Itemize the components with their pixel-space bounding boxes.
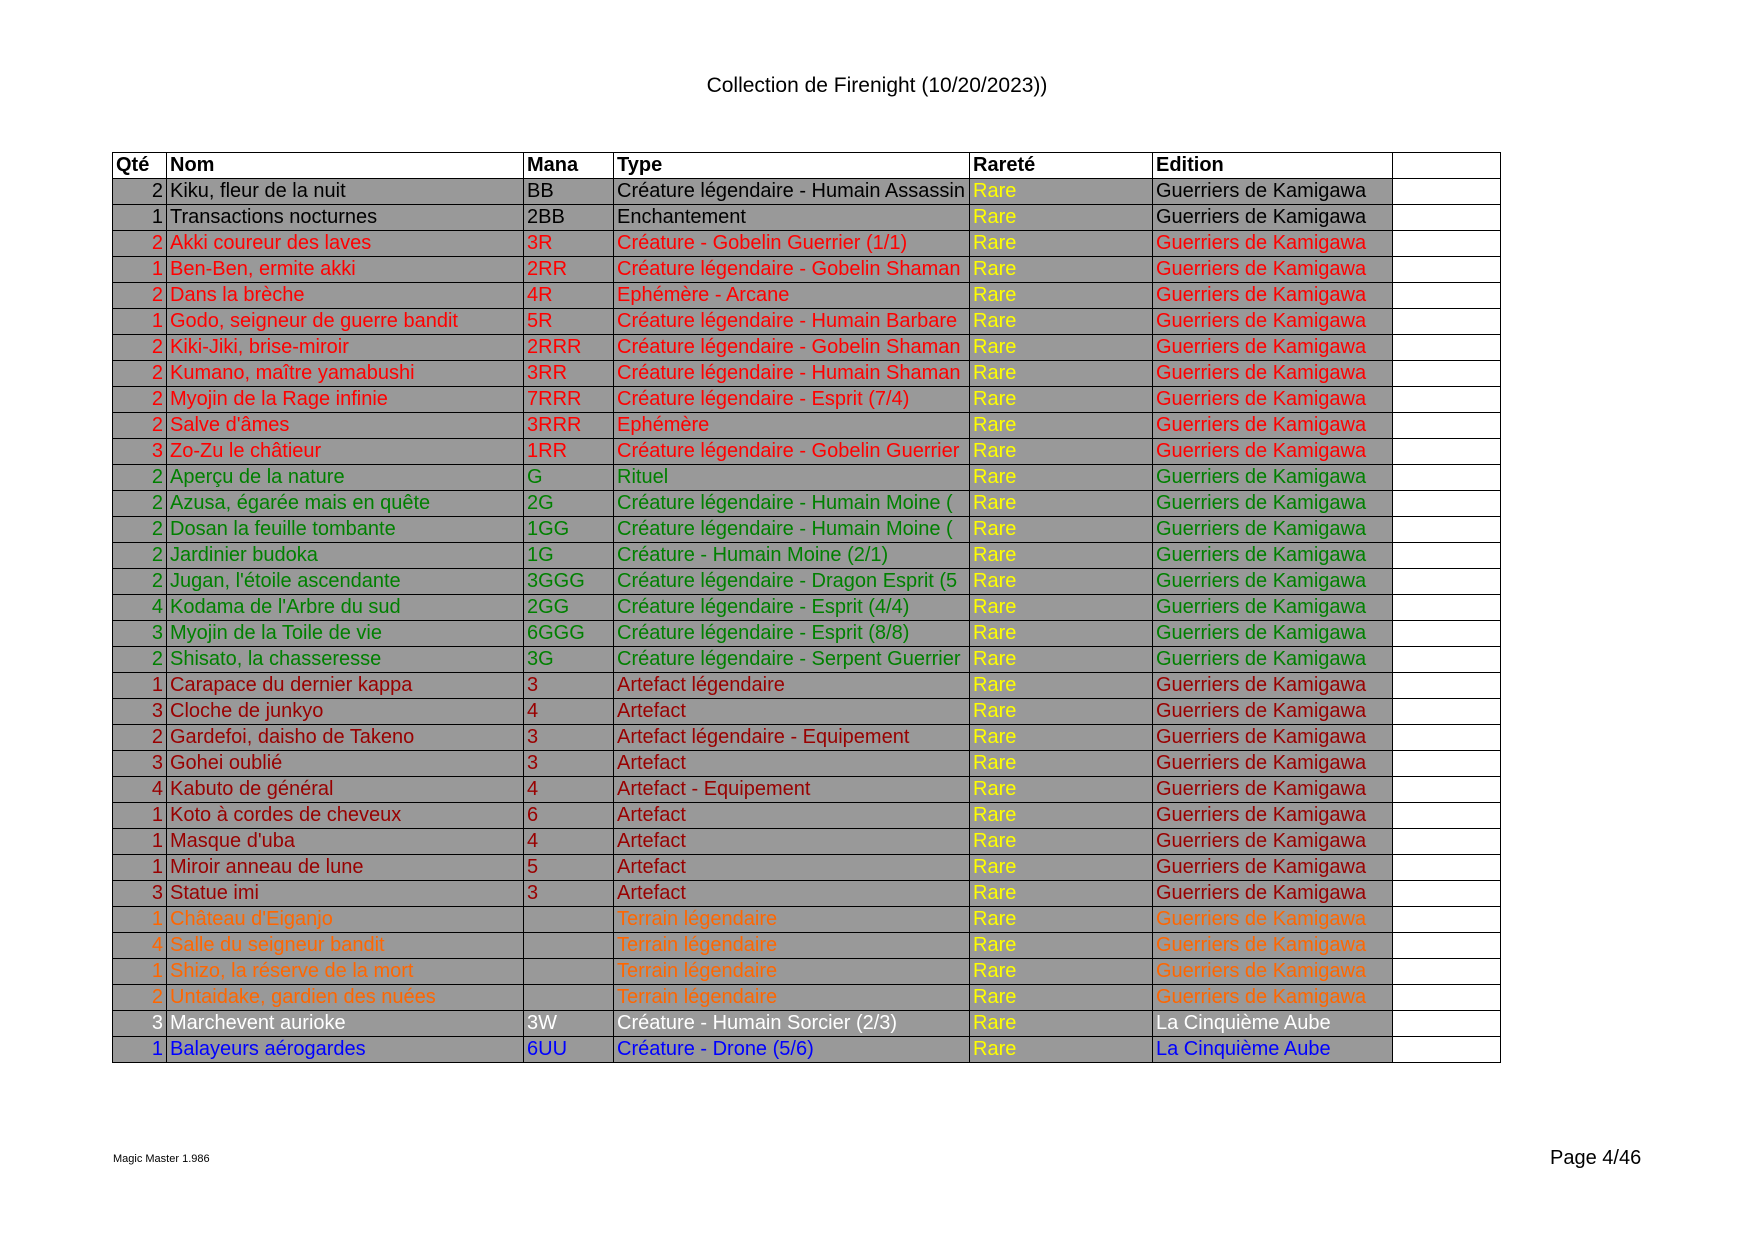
cell-nom: Azusa, égarée mais en quête [167,491,524,517]
table-row [113,179,1501,205]
header-qte: Qté [113,153,167,179]
cell-edition: Guerriers de Kamigawa [1153,257,1393,283]
cell-edition: Guerriers de Kamigawa [1153,569,1393,595]
cell-rarete: Rare [970,751,1153,777]
cell-nom: Aperçu de la nature [167,465,524,491]
table-row [113,985,1501,1011]
cell-type: Créature légendaire - Esprit (4/4) [614,595,970,621]
software-version: Magic Master 1.986 [113,1153,210,1165]
cell-rarete: Rare [970,309,1153,335]
table-row [113,231,1501,257]
cell-type: Créature légendaire - Gobelin Shaman [614,335,970,361]
cell-mana [524,907,614,933]
cell-type: Créature légendaire - Humain Moine ( [614,517,970,543]
cell-rarete: Rare [970,933,1153,959]
cell-mana: 2RR [524,257,614,283]
cell-qte: 2 [113,335,167,361]
cell-qte: 2 [113,569,167,595]
cell-edition: Guerriers de Kamigawa [1153,881,1393,907]
table-row [113,283,1501,309]
cell-nom: Kumano, maître yamabushi [167,361,524,387]
cell-mana: 3G [524,647,614,673]
cell-type: Créature légendaire - Esprit (8/8) [614,621,970,647]
cell-type: Artefact légendaire - Equipement [614,725,970,751]
cell-mana: 2G [524,491,614,517]
cell-mana: G [524,465,614,491]
cell-qte: 2 [113,179,167,205]
cell-rarete: Rare [970,439,1153,465]
cell-nom: Godo, seigneur de guerre bandit [167,309,524,335]
cell-mana: 1G [524,543,614,569]
cell-extra [1393,777,1501,803]
cell-mana: 3 [524,881,614,907]
cell-mana: 3 [524,673,614,699]
cell-extra [1393,803,1501,829]
table-row [113,1011,1501,1037]
cell-nom: Salve d'âmes [167,413,524,439]
cell-mana: 3 [524,751,614,777]
cell-type: Terrain légendaire [614,959,970,985]
cell-qte: 2 [113,543,167,569]
cell-mana: 1RR [524,439,614,465]
cell-qte: 3 [113,751,167,777]
cell-rarete: Rare [970,335,1153,361]
cell-rarete: Rare [970,517,1153,543]
cell-edition: Guerriers de Kamigawa [1153,933,1393,959]
cell-edition: Guerriers de Kamigawa [1153,361,1393,387]
cell-type: Ephémère [614,413,970,439]
cell-extra [1393,1037,1501,1063]
cell-qte: 4 [113,595,167,621]
cell-type: Artefact [614,881,970,907]
table-row [113,647,1501,673]
cell-edition: Guerriers de Kamigawa [1153,907,1393,933]
cell-nom: Shisato, la chasseresse [167,647,524,673]
cell-mana: 3RR [524,361,614,387]
cell-qte: 2 [113,361,167,387]
cell-edition: Guerriers de Kamigawa [1153,725,1393,751]
cell-nom: Dans la brèche [167,283,524,309]
cell-extra [1393,205,1501,231]
table-row [113,777,1501,803]
cell-edition: Guerriers de Kamigawa [1153,803,1393,829]
cell-rarete: Rare [970,959,1153,985]
header-edition: Edition [1153,153,1393,179]
table-row [113,933,1501,959]
cell-qte: 2 [113,231,167,257]
cell-qte: 2 [113,387,167,413]
cell-type: Créature légendaire - Humain Shaman [614,361,970,387]
cell-type: Créature - Gobelin Guerrier (1/1) [614,231,970,257]
cell-nom: Gardefoi, daisho de Takeno [167,725,524,751]
cell-nom: Transactions nocturnes [167,205,524,231]
cell-edition: Guerriers de Kamigawa [1153,491,1393,517]
cell-nom: Statue imi [167,881,524,907]
cell-extra [1393,179,1501,205]
cell-rarete: Rare [970,621,1153,647]
cell-extra [1393,413,1501,439]
cell-qte: 2 [113,725,167,751]
cell-mana: 2GG [524,595,614,621]
cell-type: Créature légendaire - Dragon Esprit (5 [614,569,970,595]
cell-nom: Miroir anneau de lune [167,855,524,881]
cell-qte: 1 [113,959,167,985]
cell-type: Artefact [614,803,970,829]
cell-nom: Shizo, la réserve de la mort [167,959,524,985]
header-extra [1393,153,1501,179]
cell-edition: Guerriers de Kamigawa [1153,387,1393,413]
table-row [113,361,1501,387]
table-row [113,335,1501,361]
table-row [113,725,1501,751]
cell-mana: 4 [524,699,614,725]
cell-qte: 2 [113,465,167,491]
cell-type: Créature légendaire - Gobelin Shaman [614,257,970,283]
cell-extra [1393,387,1501,413]
table-row [113,543,1501,569]
cell-edition: Guerriers de Kamigawa [1153,465,1393,491]
cell-nom: Koto à cordes de cheveux [167,803,524,829]
cell-rarete: Rare [970,179,1153,205]
cell-type: Créature légendaire - Esprit (7/4) [614,387,970,413]
table-row [113,205,1501,231]
cell-extra [1393,517,1501,543]
cell-nom: Untaidake, gardien des nuées [167,985,524,1011]
cell-qte: 1 [113,673,167,699]
cell-rarete: Rare [970,985,1153,1011]
cell-rarete: Rare [970,699,1153,725]
cell-qte: 1 [113,205,167,231]
header-type: Type [614,153,970,179]
table-row [113,257,1501,283]
table-row [113,465,1501,491]
table-row [113,881,1501,907]
cell-rarete: Rare [970,257,1153,283]
cell-edition: Guerriers de Kamigawa [1153,231,1393,257]
cell-nom: Dosan la feuille tombante [167,517,524,543]
table-row [113,907,1501,933]
cell-qte: 3 [113,881,167,907]
cell-nom: Jardinier budoka [167,543,524,569]
cell-mana: 1GG [524,517,614,543]
cell-type: Artefact - Equipement [614,777,970,803]
cell-nom: Ben-Ben, ermite akki [167,257,524,283]
cell-nom: Kodama de l'Arbre du sud [167,595,524,621]
cell-nom: Marchevent aurioke [167,1011,524,1037]
cell-mana: 5R [524,309,614,335]
cell-nom: Kiku, fleur de la nuit [167,179,524,205]
cell-extra [1393,855,1501,881]
cell-qte: 1 [113,803,167,829]
cell-mana: 3RRR [524,413,614,439]
cell-nom: Carapace du dernier kappa [167,673,524,699]
cell-rarete: Rare [970,673,1153,699]
cell-mana [524,959,614,985]
cell-type: Créature légendaire - Humain Barbare [614,309,970,335]
cell-extra [1393,335,1501,361]
collection-table [112,152,1501,1063]
cell-rarete: Rare [970,543,1153,569]
cell-rarete: Rare [970,231,1153,257]
cell-edition: Guerriers de Kamigawa [1153,205,1393,231]
table-row [113,387,1501,413]
cell-type: Terrain légendaire [614,933,970,959]
cell-qte: 1 [113,829,167,855]
table-row [113,699,1501,725]
cell-rarete: Rare [970,491,1153,517]
cell-qte: 3 [113,621,167,647]
table-row [113,413,1501,439]
cell-rarete: Rare [970,361,1153,387]
cell-extra [1393,881,1501,907]
cell-mana: 5 [524,855,614,881]
cell-qte: 1 [113,257,167,283]
cell-mana: 4 [524,777,614,803]
cell-mana: 3R [524,231,614,257]
table-row [113,751,1501,777]
cell-edition: Guerriers de Kamigawa [1153,595,1393,621]
table-row [113,803,1501,829]
cell-mana: 3W [524,1011,614,1037]
cell-type: Artefact [614,699,970,725]
cell-rarete: Rare [970,387,1153,413]
cell-rarete: Rare [970,1037,1153,1063]
cell-extra [1393,959,1501,985]
cell-type: Terrain légendaire [614,907,970,933]
cell-extra [1393,751,1501,777]
cell-rarete: Rare [970,881,1153,907]
header-rarete: Rareté [970,153,1153,179]
cell-extra [1393,647,1501,673]
cell-type: Artefact [614,855,970,881]
cell-nom: Salle du seigneur bandit [167,933,524,959]
cell-qte: 3 [113,699,167,725]
cell-type: Artefact [614,829,970,855]
cell-rarete: Rare [970,647,1153,673]
cell-qte: 2 [113,283,167,309]
table-row [113,517,1501,543]
cell-edition: Guerriers de Kamigawa [1153,777,1393,803]
cell-qte: 1 [113,309,167,335]
cell-nom: Cloche de junkyo [167,699,524,725]
cell-edition: Guerriers de Kamigawa [1153,413,1393,439]
cell-rarete: Rare [970,1011,1153,1037]
cell-nom: Kiki-Jiki, brise-miroir [167,335,524,361]
cell-extra [1393,985,1501,1011]
cell-rarete: Rare [970,569,1153,595]
cell-nom: Balayeurs aérogardes [167,1037,524,1063]
cell-type: Créature légendaire - Humain Moine ( [614,491,970,517]
cell-qte: 2 [113,647,167,673]
cell-extra [1393,907,1501,933]
table-row [113,673,1501,699]
cell-rarete: Rare [970,413,1153,439]
cell-mana: 6 [524,803,614,829]
table-row [113,855,1501,881]
cell-qte: 1 [113,1037,167,1063]
table-row [113,439,1501,465]
cell-extra [1393,569,1501,595]
cell-extra [1393,309,1501,335]
cell-qte: 2 [113,517,167,543]
cell-edition: Guerriers de Kamigawa [1153,751,1393,777]
cell-nom: Kabuto de général [167,777,524,803]
page-title: Collection de Firenight (10/20/2023)) [706,74,1048,97]
cell-edition: Guerriers de Kamigawa [1153,517,1393,543]
cell-type: Enchantement [614,205,970,231]
table-row [113,1037,1501,1063]
cell-qte: 3 [113,1011,167,1037]
cell-extra [1393,621,1501,647]
cell-rarete: Rare [970,803,1153,829]
cell-edition: Guerriers de Kamigawa [1153,335,1393,361]
cell-qte: 1 [113,907,167,933]
cell-type: Créature légendaire - Gobelin Guerrier [614,439,970,465]
cell-type: Créature légendaire - Humain Assassin [614,179,970,205]
cell-mana [524,933,614,959]
cell-rarete: Rare [970,465,1153,491]
table-body [113,179,1501,1063]
cell-rarete: Rare [970,283,1153,309]
header-mana: Mana [524,153,614,179]
cell-rarete: Rare [970,205,1153,231]
cell-rarete: Rare [970,725,1153,751]
cell-edition: Guerriers de Kamigawa [1153,959,1393,985]
cell-extra [1393,439,1501,465]
cell-extra [1393,829,1501,855]
cell-edition: Guerriers de Kamigawa [1153,985,1393,1011]
cell-qte: 4 [113,777,167,803]
cell-edition: Guerriers de Kamigawa [1153,439,1393,465]
cell-type: Créature - Humain Moine (2/1) [614,543,970,569]
cell-mana: 4R [524,283,614,309]
cell-qte: 1 [113,855,167,881]
cell-mana: 2RRR [524,335,614,361]
cell-type: Créature - Drone (5/6) [614,1037,970,1063]
table-row [113,309,1501,335]
cell-edition: Guerriers de Kamigawa [1153,673,1393,699]
cell-type: Terrain légendaire [614,985,970,1011]
cell-edition: Guerriers de Kamigawa [1153,309,1393,335]
cell-rarete: Rare [970,855,1153,881]
cell-rarete: Rare [970,595,1153,621]
cell-rarete: Rare [970,907,1153,933]
cell-type: Ephémère - Arcane [614,283,970,309]
cell-qte: 3 [113,439,167,465]
cell-qte: 2 [113,491,167,517]
cell-edition: Guerriers de Kamigawa [1153,283,1393,309]
cell-extra [1393,725,1501,751]
cell-extra [1393,491,1501,517]
cell-mana: 3 [524,725,614,751]
cell-mana: 6UU [524,1037,614,1063]
cell-extra [1393,699,1501,725]
cell-edition: Guerriers de Kamigawa [1153,647,1393,673]
cell-edition: Guerriers de Kamigawa [1153,855,1393,881]
cell-edition: Guerriers de Kamigawa [1153,699,1393,725]
cell-type: Créature - Humain Sorcier (2/3) [614,1011,970,1037]
cell-edition: La Cinquième Aube [1153,1011,1393,1037]
cell-type: Artefact légendaire [614,673,970,699]
cell-extra [1393,933,1501,959]
cell-extra [1393,231,1501,257]
table-row [113,959,1501,985]
cell-edition: La Cinquième Aube [1153,1037,1393,1063]
table-row [113,829,1501,855]
cell-edition: Guerriers de Kamigawa [1153,829,1393,855]
cell-nom: Jugan, l'étoile ascendante [167,569,524,595]
table-row [113,569,1501,595]
cell-extra [1393,543,1501,569]
table-row [113,491,1501,517]
cell-extra [1393,465,1501,491]
cell-mana [524,985,614,1011]
cell-edition: Guerriers de Kamigawa [1153,179,1393,205]
table-row [113,595,1501,621]
cell-rarete: Rare [970,777,1153,803]
cell-extra [1393,673,1501,699]
cell-edition: Guerriers de Kamigawa [1153,543,1393,569]
cell-type: Créature légendaire - Serpent Guerrier [614,647,970,673]
cell-nom: Myojin de la Rage infinie [167,387,524,413]
cell-rarete: Rare [970,829,1153,855]
header-nom: Nom [167,153,524,179]
cell-nom: Masque d'uba [167,829,524,855]
cell-nom: Gohei oublié [167,751,524,777]
cell-mana: 2BB [524,205,614,231]
cell-nom: Château d'Eiganjo [167,907,524,933]
cell-qte: 2 [113,413,167,439]
cell-mana: 4 [524,829,614,855]
cell-edition: Guerriers de Kamigawa [1153,621,1393,647]
cell-nom: Zo-Zu le châtieur [167,439,524,465]
cell-nom: Myojin de la Toile de vie [167,621,524,647]
cell-mana: 3GGG [524,569,614,595]
cell-extra [1393,283,1501,309]
cell-extra [1393,257,1501,283]
cell-extra [1393,1011,1501,1037]
cell-extra [1393,361,1501,387]
cell-type: Artefact [614,751,970,777]
cell-qte: 2 [113,985,167,1011]
cell-mana: BB [524,179,614,205]
cell-qte: 4 [113,933,167,959]
cell-type: Rituel [614,465,970,491]
cell-mana: 6GGG [524,621,614,647]
table-row [113,621,1501,647]
cell-extra [1393,595,1501,621]
cell-nom: Akki coureur des laves [167,231,524,257]
cell-mana: 7RRR [524,387,614,413]
table-header-row [113,153,1501,179]
page-number: Page 4/46 [1550,1147,1642,1169]
